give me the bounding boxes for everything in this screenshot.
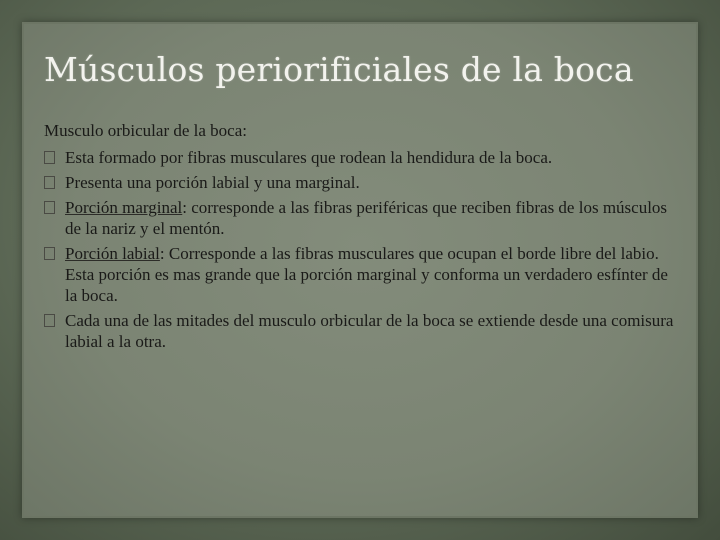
bullet-term: Porción labial [65, 244, 160, 263]
list-item [44, 172, 684, 193]
list-item [44, 197, 684, 239]
bullet-text: : corresponde a las fibras periféricas que reciben fibras de los músculos de la nariz y el mentón. [65, 198, 668, 238]
list-item [44, 147, 684, 168]
bullet-term: Porción marginal [65, 198, 183, 217]
square-bullet-icon [44, 314, 55, 327]
list-item [44, 310, 684, 352]
square-bullet-icon [44, 201, 55, 214]
bullet-list [44, 147, 684, 352]
bullet-text: Cada una de las mitades del musculo orbicular de la boca se extiende desde una comisura labial a la otra. [65, 311, 674, 351]
bullet-text: Presenta una porción labial y una marginal. [65, 173, 360, 192]
list-item [44, 243, 684, 306]
bullet-text: Esta formado por fibras musculares que rodean la hendidura de la boca. [65, 148, 553, 167]
slide-title: Músculos periorificiales de la boca [44, 50, 634, 89]
square-bullet-icon [44, 176, 55, 189]
square-bullet-icon [44, 151, 55, 164]
section-heading: Musculo orbicular de la boca: [44, 121, 247, 140]
bullet-text: : Corresponde a las fibras musculares que ocupan el borde libre del labio. Esta porción es mas grande que la porción marginal y conforma un verdadero esfínter de la boca. [65, 244, 668, 305]
square-bullet-icon [44, 247, 55, 260]
slide-body [44, 120, 684, 356]
